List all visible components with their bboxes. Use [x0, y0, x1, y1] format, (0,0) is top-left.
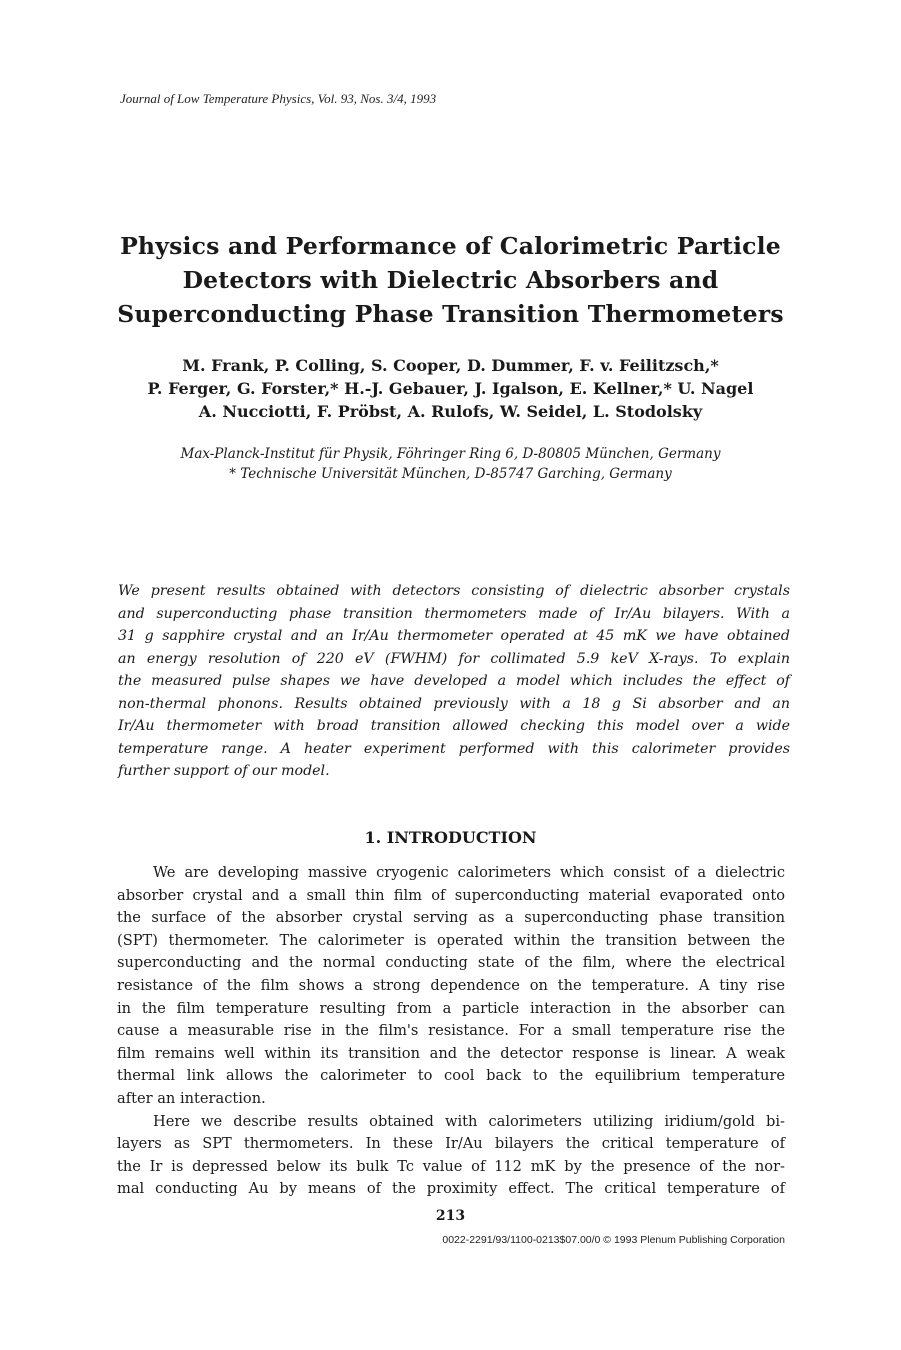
abstract-line: non-thermal phonons. Results obtained previously with a 18 g Si absorber and an	[118, 695, 790, 712]
abstract	[118, 580, 790, 783]
author-list	[100, 354, 801, 423]
paper-title	[100, 229, 801, 331]
title-line: Superconducting Phase Transition Thermometers	[117, 300, 784, 328]
author-line: A. Nucciotti, F. Pröbst, A. Rulofs, W. Seidel, L. Stodolsky	[198, 402, 703, 421]
body-line: Here we describe results obtained with calorimeters utilizing iridium/gold bi-	[153, 1112, 785, 1130]
abstract-line: further support of our model.	[118, 763, 330, 779]
body-line: cause a measurable rise in the film's resistance. For a small temperature rise the	[117, 1022, 785, 1040]
body-line: the Ir is depressed below its bulk Tc value of 112 mK by the presence of the nor-	[117, 1157, 785, 1175]
affiliations	[100, 444, 801, 484]
body-line: mal conducting Au by means of the proximity effect. The critical temperature of	[117, 1180, 785, 1198]
body-text	[117, 862, 785, 1201]
abstract-line: 31 g sapphire crystal and an Ir/Au thermometer operated at 45 mK we have obtained	[118, 628, 790, 644]
body-line: film remains well within its transition and the detector response is linear. A weak	[117, 1044, 785, 1062]
author-line: M. Frank, P. Colling, S. Cooper, D. Dummer, F. v. Feilitzsch,*	[182, 356, 719, 375]
copyright-notice: 0022-2291/93/1100-0213$07.00/0 © 1993 Plenum Publishing Corporation	[442, 1234, 785, 1246]
journal-citation: Journal of Low Temperature Physics, Vol. 93, Nos. 3/4, 1993	[120, 91, 437, 106]
title-line: Detectors with Dielectric Absorbers and	[182, 266, 719, 294]
body-line: thermal link allows the calorimeter to cool back to the equilibrium temperature	[117, 1067, 785, 1085]
body-line: layers as SPT thermometers. In these Ir/Au bilayers the critical temperature of	[117, 1135, 785, 1153]
body-line: absorber crystal and a small thin film of superconducting material evaporated onto	[117, 886, 785, 904]
abstract-line: and superconducting phase transition thermometers made of Ir/Au bilayers. With a	[118, 605, 790, 622]
abstract-line: Ir/Au thermometer with broad transition allowed checking this model over a wide	[118, 718, 790, 734]
body-line: (SPT) thermometer. The calorimeter is operated within the transition between the	[117, 931, 785, 949]
affiliation-line: Max-Planck-Institut für Physik, Föhringer Ring 6, D-80805 München, Germany	[180, 446, 721, 462]
abstract-line: the measured pulse shapes we have developed a model which includes the effect of	[118, 673, 790, 689]
title-line: Physics and Performance of Calorimetric Particle	[120, 232, 781, 260]
body-line: resistance of the film shows a strong dependence on the temperature. A tiny rise	[117, 976, 785, 994]
abstract-line: an energy resolution of 220 eV (FWHM) for collimated 5.9 keV X-rays. To explain	[118, 650, 790, 667]
body-line: superconducting and the normal conducting state of the film, where the electrical	[117, 954, 785, 972]
body-line: the surface of the absorber crystal serving as a superconducting phase transition	[117, 909, 785, 927]
body-line: in the film temperature resulting from a particle interaction in the absorber can	[117, 999, 785, 1017]
section-heading: 1. INTRODUCTION	[364, 828, 537, 847]
body-line: after an interaction.	[117, 1089, 266, 1107]
page-number: 213	[435, 1208, 466, 1224]
abstract-line: We present results obtained with detectors consisting of dielectric absorber crystals	[118, 583, 790, 599]
affiliation-line: * Technische Universität München, D-85747 Garching, Germany	[229, 466, 672, 482]
body-line: We are developing massive cryogenic calorimeters which consist of a dielectric	[153, 864, 785, 881]
author-line: P. Ferger, G. Forster,* H.-J. Gebauer, J. Igalson, E. Kellner,* U. Nagel	[147, 379, 754, 398]
abstract-line: temperature range. A heater experiment performed with this calorimeter provides	[118, 740, 790, 757]
